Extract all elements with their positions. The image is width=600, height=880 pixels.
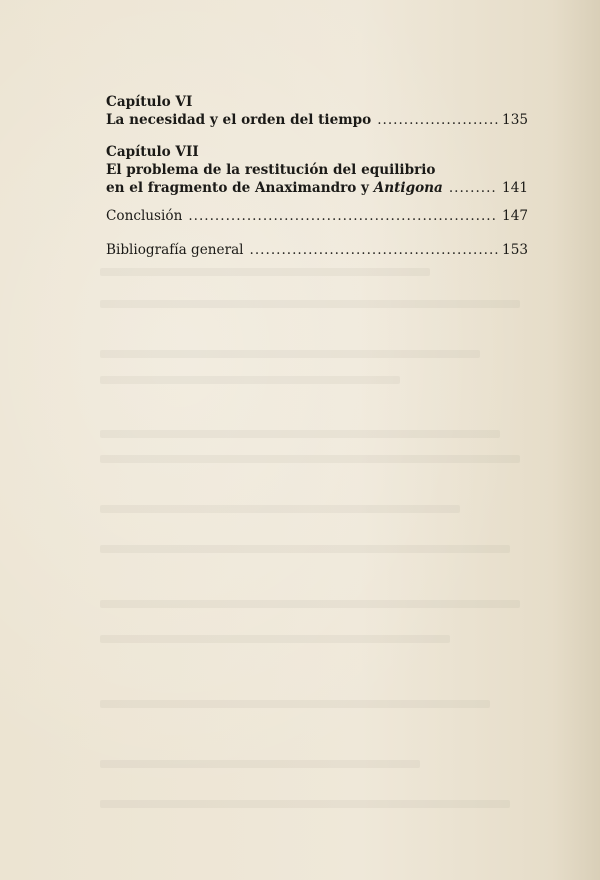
chapter-7-title-part-1: El problema de la restitución del equilibrio bbox=[106, 162, 436, 178]
chapter-6-title: La necesidad y el orden del tiempo bbox=[106, 112, 372, 128]
dot-leader bbox=[250, 241, 499, 259]
bleed-through-mark bbox=[100, 700, 490, 708]
chapter-7-page: 141 bbox=[502, 180, 528, 196]
toc-entry-chapter-6 bbox=[106, 93, 528, 129]
chapter-7-title-part-2 bbox=[106, 179, 443, 197]
dot-leader bbox=[377, 111, 498, 129]
chapter-7-title-italic: Antigona bbox=[373, 180, 443, 196]
chapter-7-title-prefix: en el fragmento de Anaximandro y bbox=[106, 180, 369, 196]
bleed-through-mark bbox=[100, 376, 400, 384]
bleed-through-mark bbox=[100, 760, 420, 768]
conclusion-title: Conclusión bbox=[106, 208, 183, 224]
bleed-through-mark bbox=[100, 300, 520, 308]
bleed-through-mark bbox=[100, 505, 460, 513]
bibliography-line bbox=[106, 241, 528, 259]
chapter-6-heading: Capítulo VI bbox=[106, 94, 193, 110]
toc-entry-chapter-7 bbox=[106, 143, 528, 197]
bibliography-title: Bibliografía general bbox=[106, 242, 244, 258]
chapter-7-title-line-1 bbox=[106, 161, 528, 179]
bleed-through-mark bbox=[100, 600, 520, 608]
bleed-through-mark bbox=[100, 800, 510, 808]
chapter-7-title-line-2 bbox=[106, 179, 528, 197]
conclusion-line bbox=[106, 207, 528, 225]
dot-leader bbox=[188, 207, 498, 225]
bleed-through-mark bbox=[100, 635, 450, 643]
chapter-7-heading: Capítulo VII bbox=[106, 144, 199, 160]
bleed-through-mark bbox=[100, 350, 480, 358]
bibliography-page: 153 bbox=[502, 242, 528, 258]
chapter-6-title-line bbox=[106, 111, 528, 129]
conclusion-page: 147 bbox=[502, 208, 528, 224]
dot-leader bbox=[449, 179, 498, 197]
toc-entry-bibliography bbox=[106, 241, 528, 259]
bleed-through-mark bbox=[100, 545, 510, 553]
bleed-through-mark bbox=[100, 268, 430, 276]
bleed-through-mark bbox=[100, 455, 520, 463]
chapter-6-page: 135 bbox=[502, 112, 528, 128]
toc-entry-conclusion bbox=[106, 207, 528, 225]
bleed-through-mark bbox=[100, 430, 500, 438]
